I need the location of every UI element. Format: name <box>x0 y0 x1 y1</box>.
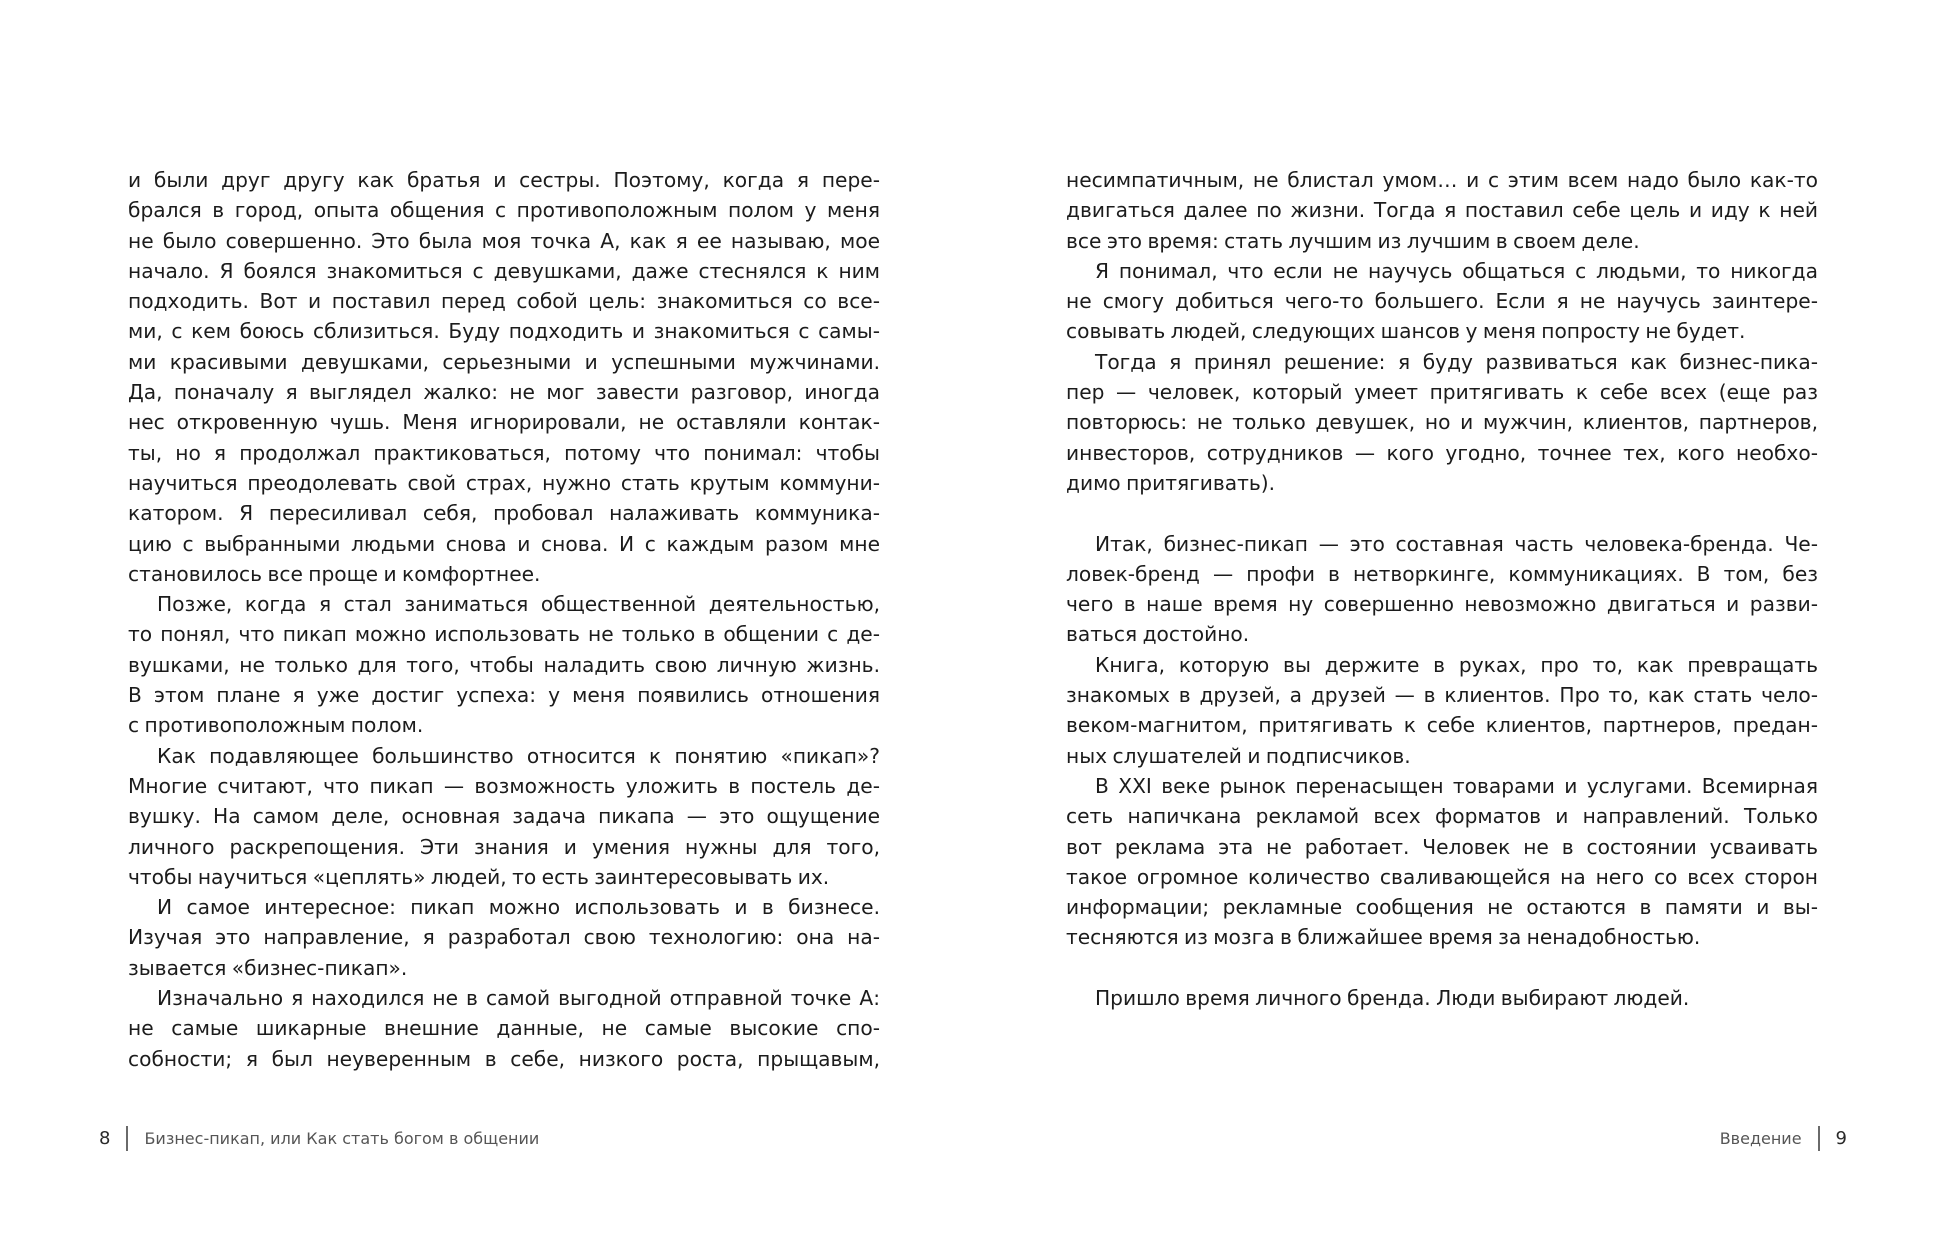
page-number: 9 <box>1835 1127 1847 1149</box>
text-line: зывается «бизнес-пикап». <box>128 955 408 980</box>
running-head-book-title: Бизнес-пикап, или Как стать богом в общении <box>144 1128 540 1148</box>
text-line: нес откровенную чушь. Меня игнорировали, не оставляли контак- <box>128 410 880 435</box>
text-line: не было совершенно. Это была моя точка А, как я ее называю, мое <box>128 228 880 253</box>
text-line: Книга, которую вы держите в руках, про то, как превращать <box>1095 652 1818 677</box>
right-page-text-column <box>1066 165 1818 1013</box>
paragraph-gap <box>1066 953 1818 983</box>
text-line: и были друг другу как братья и сестры. Поэтому, когда я пере- <box>128 168 880 192</box>
left-page-footer <box>99 1124 539 1152</box>
text-line: Тогда я принял решение: я буду развиваться как бизнес-пика- <box>1095 349 1818 374</box>
text-line: начало. Я боялся знакомиться с девушками, даже стеснялся к ним <box>128 258 880 283</box>
running-head-chapter-title: Введение <box>1719 1128 1802 1148</box>
text-line: Пришло время личного бренда. Люди выбирают людей. <box>1095 986 1690 1011</box>
text-line: становилось все проще и комфортнее. <box>128 561 541 586</box>
text-line: И самое интересное: пикап можно использовать и в бизнесе. <box>157 895 880 920</box>
text-line: ных слушателей и подписчиков. <box>1066 743 1411 768</box>
text-line: инвесторов, сотрудников — кого угодно, точнее тех, кого необхо- <box>1066 440 1818 465</box>
text-line: подходить. Вот и поставил перед собой цель: знакомиться со все- <box>128 289 880 314</box>
text-line: брался в город, опыта общения с противоположным полом у меня <box>128 198 880 223</box>
text-line: сеть напичкана рекламой всех форматов и направлений. Только <box>1066 804 1818 829</box>
footer-separator <box>126 1126 128 1151</box>
text-line: с противоположным полом. <box>128 713 424 738</box>
text-line: Изучая это направление, я разработал свою технологию: она на- <box>128 925 880 950</box>
text-line: ловек-бренд — профи в нетворкинге, коммуникациях. В том, без <box>1066 561 1818 586</box>
text-line: все это время: стать лучшим из лучшим в своем деле. <box>1066 228 1640 253</box>
text-line: двигаться далее по жизни. Тогда я поставил себе цель и иду к ней <box>1066 198 1818 223</box>
text-line: вот реклама эта не работает. Человек не в состоянии усваивать <box>1066 834 1818 859</box>
text-line: Да, поначалу я выглядел жалко: не мог завести разговор, иногда <box>128 380 880 405</box>
text-line: катором. Я пересиливал себя, пробовал налаживать коммуника- <box>128 501 880 526</box>
text-line: В этом плане я уже достиг успеха: у меня появились отношения <box>128 683 880 708</box>
text-line: вушками, не только для того, чтобы наладить свою личную жизнь. <box>128 652 880 677</box>
text-line: вушку. На самом деле, основная задача пикапа — это ощущение <box>128 804 880 829</box>
text-line: ми красивыми девушками, серьезными и успешными мужчинами. <box>128 349 880 374</box>
text-line: совывать людей, следующих шансов у меня попросту не будет. <box>1066 319 1746 344</box>
text-line: цию с выбранными людьми снова и снова. И с каждым разом мне <box>128 531 880 556</box>
left-page-text-column <box>128 165 880 1074</box>
text-line: пер — человек, который умеет притягивать к себе всех (еще раз <box>1066 380 1818 405</box>
paragraph-gap <box>1066 498 1818 528</box>
text-line: Как подавляющее большинство относится к понятию «пикап»? <box>157 743 880 768</box>
text-line: В XXI веке рынок перенасыщен товарами и услугами. Всемирная <box>1095 773 1818 798</box>
text-line: не смогу добиться чего-то большего. Если я не научусь заинтере- <box>1066 289 1818 314</box>
text-line: не самые шикарные внешние данные, не самые высокие спо- <box>128 1016 880 1041</box>
text-line: тесняются из мозга в ближайшее время за ненадобностью. <box>1066 925 1701 950</box>
text-line: чего в наше время ну совершенно невозможно двигаться и разви- <box>1066 592 1818 617</box>
text-line: Я понимал, что если не научусь общаться с людьми, то никогда <box>1095 258 1818 283</box>
footer-separator <box>1818 1126 1820 1151</box>
text-line: такое огромное количество сваливающейся на него со всех сторон <box>1066 864 1818 889</box>
right-page-footer <box>1720 1124 1847 1152</box>
text-line: чтобы научиться «цеплять» людей, то есть заинтересовывать их. <box>128 864 830 889</box>
text-line: Многие считают, что пикап — возможность уложить в постель де- <box>128 773 880 798</box>
text-line: личного раскрепощения. Эти знания и умения нужны для того, <box>128 834 880 859</box>
text-line: Итак, бизнес-пикап — это составная часть человека-бренда. Че- <box>1095 531 1818 556</box>
page-number: 8 <box>99 1127 111 1149</box>
right-page <box>973 0 1946 1259</box>
text-line: несимпатичным, не блистал умом… и с этим всем надо было как-то <box>1066 168 1818 192</box>
text-line: Изначально я находился не в самой выгодной отправной точке А: <box>157 986 880 1011</box>
text-line: знакомых в друзей, а друзей — в клиентов. Про то, как стать чело- <box>1066 683 1818 708</box>
text-line: димо притягивать). <box>1066 470 1276 495</box>
text-line: научиться преодолевать свой страх, нужно стать крутым коммуни- <box>128 470 880 495</box>
text-line: информации; рекламные сообщения не остаются в памяти и вы- <box>1066 895 1818 920</box>
text-line: то понял, что пикап можно использовать не только в общении с де- <box>128 622 880 647</box>
text-line: повторюсь: не только девушек, но и мужчин, клиентов, партнеров, <box>1066 410 1818 435</box>
text-line: Позже, когда я стал заниматься общественной деятельностью, <box>157 592 880 617</box>
text-line: собности; я был неуверенным в себе, низкого роста, прыщавым, <box>128 1046 880 1071</box>
text-line: ми, с кем боюсь сблизиться. Буду подходить и знакомиться с самы- <box>128 319 880 344</box>
text-line: ваться достойно. <box>1066 622 1250 647</box>
text-line: веком-магнитом, притягивать к себе клиентов, партнеров, предан- <box>1066 713 1818 738</box>
text-line: ты, но я продолжал практиковаться, потому что понимал: чтобы <box>128 440 880 465</box>
